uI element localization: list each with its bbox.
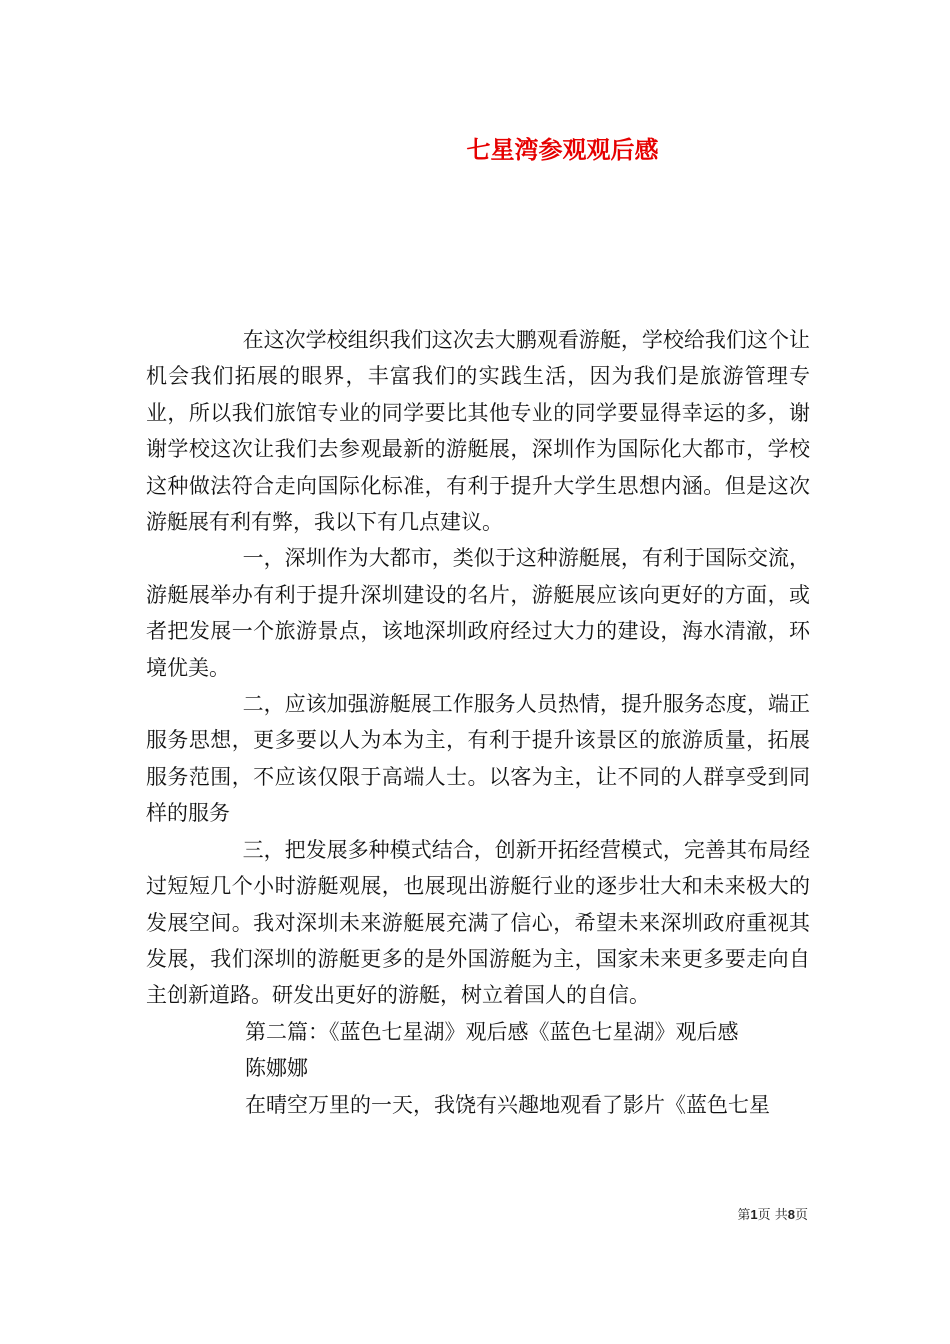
document-body — [146, 322, 810, 1123]
footer-middle: 页 共 — [757, 1208, 788, 1223]
paragraph-intro: 在这次学校组织我们这次去大鹏观看游艇，学校给我们这个让机会我们拓展的眼界，丰富我们的实践生活，因为我们是旅游管理专业，所以我们旅馆专业的同学要比其他专业的同学要显得幸运的多，谢谢学校这次让我们去参观最新的游艇展，深圳作为国际化大都市，学校这种做法符合走向国际化标准，有利于提升大学生思想内涵。但是这次游艇展有利有弊，我以下有几点建议。 — [146, 328, 810, 535]
footer-suffix: 页 — [794, 1208, 808, 1223]
paragraph-point-three: 三，把发展多种模式结合，创新开拓经营模式，完善其布局经过短短几个小时游艇观展，也展现出游艇行业的逐步壮大和未来极大的发展空间。我对深圳未来游艇展充满了信心，希望未来深圳政府重视其发展，我们深圳的游艇更多的是外国游艇为主，国家未来更多要走向自主创新道路。研发出更好的游艇，树立着国人的自信。 — [146, 837, 810, 1008]
footer-total-pages: 8 — [787, 1207, 795, 1222]
page-footer — [737, 1204, 808, 1223]
second-article-heading: 第二篇：《蓝色七星湖》观后感《蓝色七星湖》观后感 — [245, 1019, 739, 1044]
paragraph-point-one: 一，深圳作为大都市，类似于这种游艇展，有利于国际交流，游艇展举办有利于提升深圳建设的名片，游艇展应该向更好的方面，或者把发展一个旅游景点，该地深圳政府经过大力的建设，海水清澈，环境优美。 — [146, 546, 810, 680]
footer-prefix: 第 — [737, 1208, 751, 1223]
second-article-author: 陈娜娜 — [245, 1056, 308, 1081]
second-article-first-line: 在晴空万里的一天，我饶有兴趣地观看了影片《蓝色七星 — [245, 1092, 770, 1117]
paragraph-point-two: 二，应该加强游艇展工作服务人员热情，提升服务态度，端正服务思想，更多要以人为本为主，有利于提升该景区的旅游质量，拓展服务范围，不应该仅限于高端人士。以客为主，让不同的人群享受到同样的服务 — [146, 692, 810, 826]
footer-page-number: 1 — [750, 1207, 758, 1222]
document-title: 七星湾参观观后感 — [466, 135, 659, 164]
